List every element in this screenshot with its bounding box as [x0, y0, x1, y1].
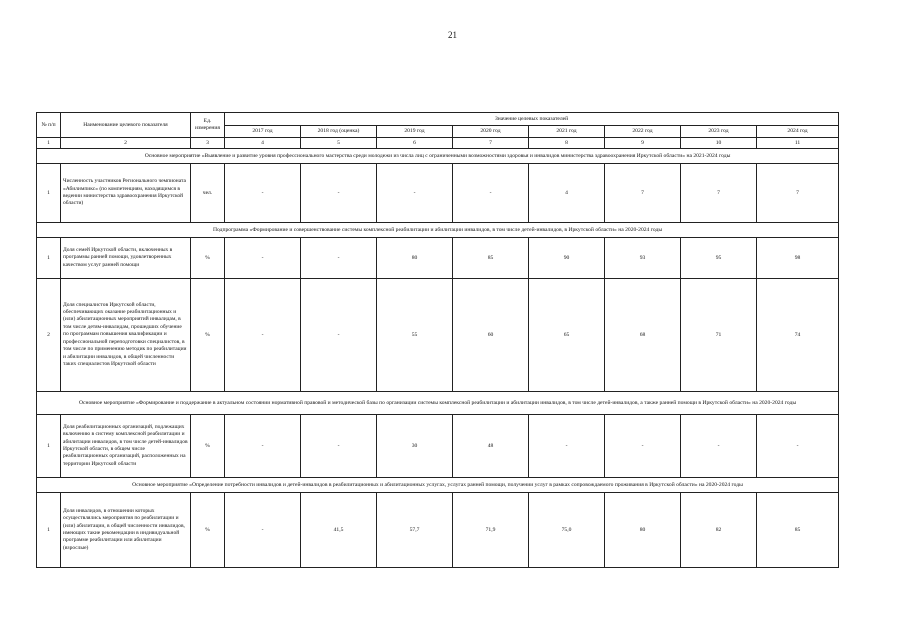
- value-cell: -: [681, 415, 757, 478]
- value-cell: -: [453, 164, 529, 223]
- header-year: 2021 год: [529, 126, 605, 138]
- value-cell: -: [529, 415, 605, 478]
- value-cell: -: [301, 164, 377, 223]
- value-cell: 4: [529, 164, 605, 223]
- row-unit: чел.: [191, 164, 225, 223]
- row-unit: %: [191, 238, 225, 279]
- section-title: Основное мероприятие «Определение потребности инвалидов и детей-инвалидов в реабилитационных и абилитационных услугах, услугах ранней помощи, получении услуг в рамках сопровождаемого проживания в Иркутской области» на 2020-2024 годы: [37, 478, 839, 493]
- value-cell: 7: [681, 164, 757, 223]
- column-number: 3: [191, 138, 225, 149]
- row-num: 1: [37, 238, 61, 279]
- section-header-row: [37, 149, 839, 164]
- indicator-name: Доля инвалидов, в отношении которых осуществлялись мероприятия по реабилитации и (или) абилитации, в общей численности инвалидов, имеющих такие рекомендации в индивидуальной программе реабилитации или абилитации (взрослые): [61, 493, 191, 568]
- value-cell: 85: [757, 493, 839, 568]
- table-row: [37, 238, 839, 279]
- value-cell: 55: [377, 279, 453, 392]
- row-num: 1: [37, 493, 61, 568]
- column-number: 5: [301, 138, 377, 149]
- column-number: 9: [605, 138, 681, 149]
- column-number: 4: [225, 138, 301, 149]
- value-cell: -: [301, 238, 377, 279]
- value-cell: -: [301, 279, 377, 392]
- header-year: 2020 год: [453, 126, 529, 138]
- header-year: 2018 год (оценка): [301, 126, 377, 138]
- row-unit: %: [191, 279, 225, 392]
- header-year: 2019 год: [377, 126, 453, 138]
- row-num: 2: [37, 279, 61, 392]
- header-year: 2022 год: [605, 126, 681, 138]
- header-year: 2017 год: [225, 126, 301, 138]
- value-cell: -: [225, 415, 301, 478]
- header-year: 2023 год: [681, 126, 757, 138]
- value-cell: 60: [453, 279, 529, 392]
- value-cell: 57,7: [377, 493, 453, 568]
- column-numbers-row: [37, 138, 839, 149]
- section-title: Основное мероприятие «Формирование и поддержание в актуальном состоянии нормативной правовой и методической базы по организации системы комплексной реабилитации и абилитации инвалидов, в том числе детей-инвалидов, а также ранней помощи в Иркутской области» на 2020-2024 годы: [37, 392, 839, 415]
- table-row: [37, 279, 839, 392]
- value-cell: 7: [757, 164, 839, 223]
- column-number: 6: [377, 138, 453, 149]
- value-cell: 98: [757, 238, 839, 279]
- indicator-name: Доля семей Иркутской области, включенных в программы ранней помощи, удовлетворенных качеством услуг ранней помощи: [61, 238, 191, 279]
- value-cell: 74: [757, 279, 839, 392]
- target-indicators-table: [36, 112, 839, 568]
- column-number: 7: [453, 138, 529, 149]
- value-cell: -: [225, 164, 301, 223]
- value-cell: 71,9: [453, 493, 529, 568]
- table-row: [37, 164, 839, 223]
- page-number: 21: [448, 30, 457, 40]
- section-header-row: [37, 223, 839, 238]
- value-cell: 68: [605, 279, 681, 392]
- value-cell: -: [225, 238, 301, 279]
- value-cell: -: [225, 493, 301, 568]
- column-number: 1: [37, 138, 61, 149]
- indicator-name: Доля реабилитационных организаций, подлежащих включению в систему комплексной реабилитации и абилитации инвалидов, в том числе детей-инвалидов Иркутской области, в общем числе реабилитационных организаций, расположенных на территории Иркутской области: [61, 415, 191, 478]
- value-cell: 93: [605, 238, 681, 279]
- value-cell: -: [377, 164, 453, 223]
- header-name: Наименование целевого показателя: [61, 113, 191, 138]
- value-cell: 82: [681, 493, 757, 568]
- value-cell: 75,0: [529, 493, 605, 568]
- value-cell: 95: [681, 238, 757, 279]
- value-cell: 41,5: [301, 493, 377, 568]
- value-cell: 90: [529, 238, 605, 279]
- value-cell: 71: [681, 279, 757, 392]
- table-row: [37, 493, 839, 568]
- value-cell: -: [301, 415, 377, 478]
- row-unit: %: [191, 415, 225, 478]
- section-header-row: [37, 392, 839, 415]
- section-header-row: [37, 478, 839, 493]
- column-number: 2: [61, 138, 191, 149]
- row-num: 1: [37, 164, 61, 223]
- header-year: 2024 год: [757, 126, 839, 138]
- value-cell: 85: [453, 238, 529, 279]
- value-cell: -: [605, 415, 681, 478]
- column-number: 10: [681, 138, 757, 149]
- section-title: Основное мероприятие «Выявление и развитие уровня профессионального мастерства среди молодежи из числа лиц с ограниченными возможностями здоровья и инвалидов министерства здравоохранения Иркутской области» на 2021-2024 годы: [37, 149, 839, 164]
- table-row: [37, 415, 839, 478]
- column-number: 11: [757, 138, 839, 149]
- value-cell: 80: [377, 238, 453, 279]
- header-unit: Ед. измерения: [191, 113, 225, 138]
- row-unit: %: [191, 493, 225, 568]
- value-cell: 80: [605, 493, 681, 568]
- column-number: 8: [529, 138, 605, 149]
- header-num: № п/п: [37, 113, 61, 138]
- value-cell: 30: [377, 415, 453, 478]
- header-values-group: Значение целевых показателей: [225, 113, 839, 126]
- indicator-name: Доля специалистов Иркутской области, обеспечивающих оказание реабилитационных и (или) абилитационных мероприятий инвалидам, в том числе детям-инвалидам, прошедших обучение по программам повышения квалификации и профессиональной переподготовки специалистов, в том числе по применению методик по реабилитации и абилитации инвалидов, в общей численности таких специалистов Иркутской области: [61, 279, 191, 392]
- value-cell: -: [225, 279, 301, 392]
- row-num: 1: [37, 415, 61, 478]
- section-title: Подпрограмма «Формирование и совершенствование системы комплексной реабилитации и абилитации инвалидов, в том числе детей-инвалидов, в Иркутской области» на 2020-2024 годы: [37, 223, 839, 238]
- value-cell: -: [757, 415, 839, 478]
- value-cell: 7: [605, 164, 681, 223]
- value-cell: 65: [529, 279, 605, 392]
- indicator-name: Численность участников Регионального чемпионата «Абилимпикс» (по компетенциям, находящимся в ведении министерства здравоохранения Иркутской области): [61, 164, 191, 223]
- value-cell: 48: [453, 415, 529, 478]
